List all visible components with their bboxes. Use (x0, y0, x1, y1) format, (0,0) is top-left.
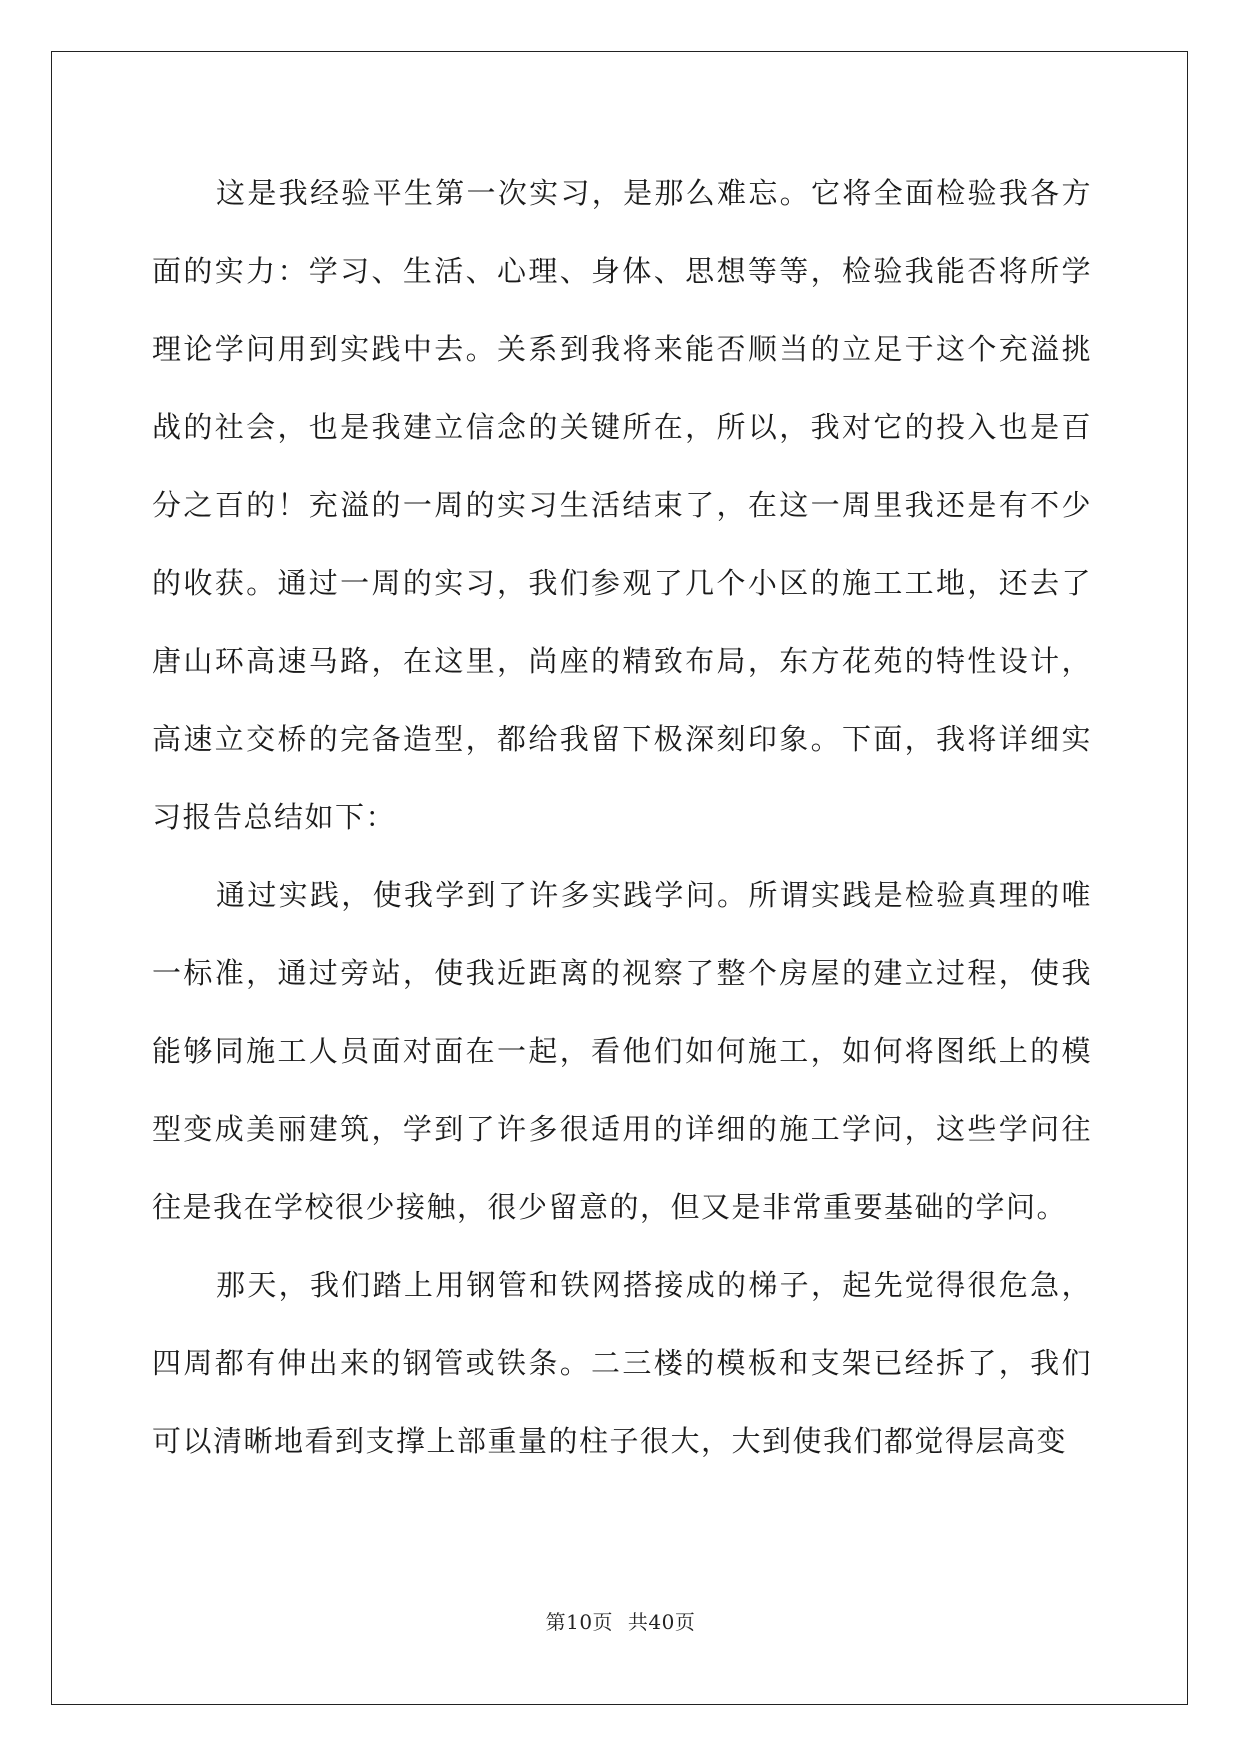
paragraph-1: 这是我经验平生第一次实习，是那么难忘。它将全面检验我各方面的实力：学习、生活、心理、身体、思想等等，检验我能否将所学理论学问用到实践中去。关系到我将来能否顺当的立足于这个充溢挑战的社会，也是我建立信念的关键所在，所以，我对它的投入也是百分之百的！充溢的一周的实习生活结束了，在这一周里我还是有不少的收获。通过一周的实习，我们参观了几个小区的施工工地，还去了唐山环高速马路，在这里，尚座的精致布局，东方花苑的特性设计，高速立交桥的完备造型，都给我留下极深刻印象。下面，我将详细实习报告总结如下： (152, 176, 1092, 834)
page-footer (0, 1606, 1241, 1635)
paragraph-2: 通过实践，使我学到了许多实践学问。所谓实践是检验真理的唯一标准，通过旁站，使我近距离的视察了整个房屋的建立过程，使我能够同施工人员面对面在一起，看他们如何施工，如何将图纸上的模型变成美丽建筑，学到了许多很适用的详细的施工学问，这些学问往往是我在学校很少接触，很少留意的，但又是非常重要基础的学问。 (152, 878, 1092, 1224)
page-number: 第10页 (545, 1610, 614, 1634)
total-pages: 共40页 (627, 1610, 696, 1634)
paragraph-3: 那天，我们踏上用钢管和铁网搭接成的梯子，起先觉得很危急，四周都有伸出来的钢管或铁条。二三楼的模板和支架已经拆了，我们可以清晰地看到支撑上部重量的柱子很大，大到使我们都觉得层高变 (152, 1268, 1092, 1458)
document-body (152, 154, 1092, 1480)
